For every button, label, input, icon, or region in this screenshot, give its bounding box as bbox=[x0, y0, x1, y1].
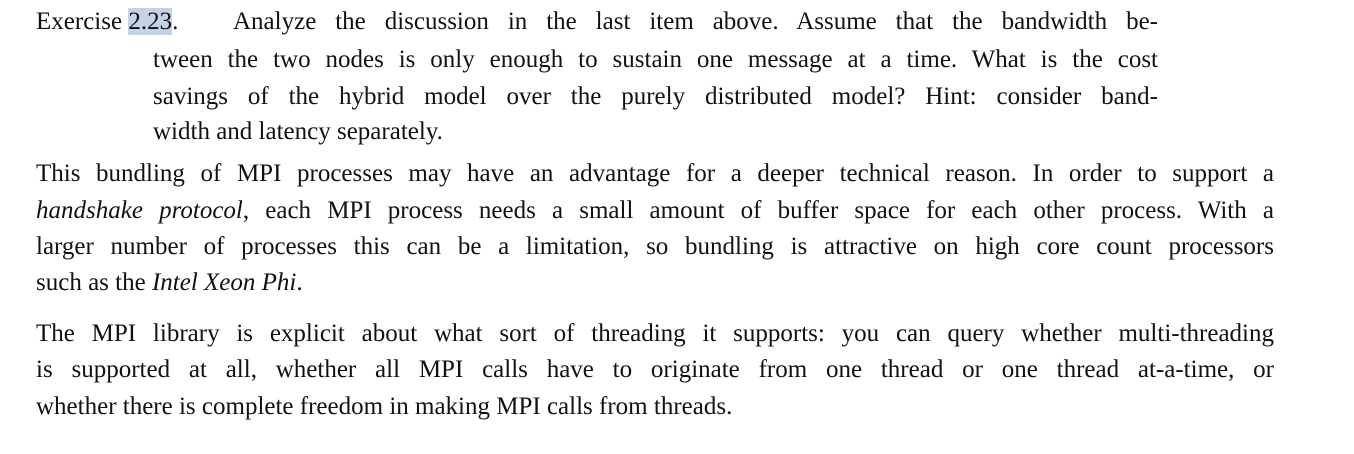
paragraph-line bbox=[36, 268, 303, 298]
exercise-text-line: width and latency separately. bbox=[153, 118, 443, 145]
exercise-number-period: . bbox=[172, 8, 179, 35]
paragraph-line bbox=[36, 196, 1274, 226]
paragraph-line: The MPI library is explicit about what sort of threading it supports: you can query whether multi-threading bbox=[36, 320, 1274, 347]
term-intel-xeon-phi[interactable]: Intel Xeon Phi bbox=[151, 269, 297, 296]
paragraph-line-pre: such as the bbox=[36, 269, 152, 296]
paragraph-line-rest: , each MPI process needs a small amount of buffer space for each other process. With a bbox=[242, 197, 1274, 224]
exercise-text-line: tween the two nodes is only enough to sustain one message at a time. What is the cost bbox=[153, 46, 1158, 73]
paragraph-line: whether there is complete freedom in making MPI calls from threads. bbox=[36, 393, 733, 420]
paragraph-line-post: . bbox=[296, 269, 303, 296]
exercise-heading bbox=[36, 7, 178, 37]
paragraph-line: This bundling of MPI processes may have an advantage for a deeper technical reason. In order to support a bbox=[36, 160, 1274, 187]
exercise-label: Exercise bbox=[36, 8, 129, 35]
exercise-text-line: savings of the hybrid model over the purely distributed model? Hint: consider band- bbox=[153, 83, 1158, 110]
exercise-number[interactable]: 2.23 bbox=[128, 8, 173, 35]
term-handshake-protocol[interactable]: handshake protocol bbox=[36, 197, 243, 224]
paragraph-line: larger number of processes this can be a limitation, so bundling is attractive on high core count processors bbox=[36, 233, 1274, 260]
paragraph-line: is supported at all, whether all MPI calls have to originate from one thread or one thread at-a-time, or bbox=[36, 356, 1274, 383]
exercise-text-line: Analyze the discussion in the last item above. Assume that the bandwidth be- bbox=[233, 8, 1158, 35]
